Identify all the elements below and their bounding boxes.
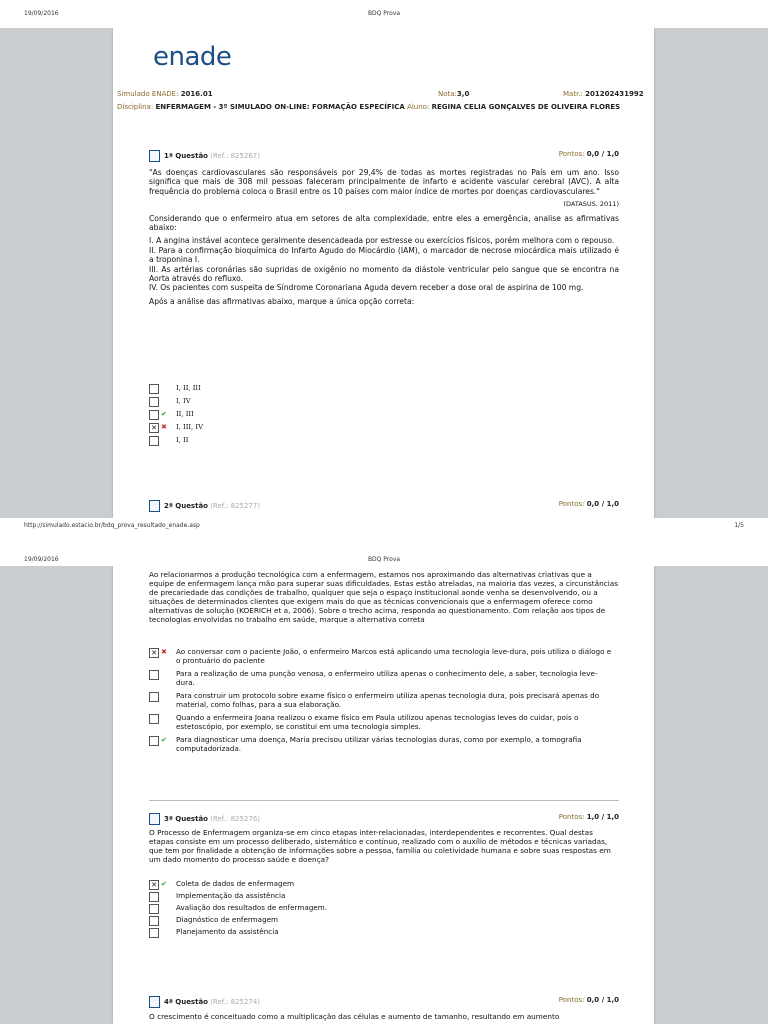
checkbox[interactable] — [149, 692, 159, 702]
print-header-1 — [0, 0, 768, 17]
print-header-2: 19/09/2016 BDQ Prova — [24, 556, 401, 563]
checkbox[interactable] — [149, 892, 159, 902]
question-3-text: O Processo de Enfermagem organiza-se em cinco etapas inter-relacionadas, interdependentes e recorrentes. Qual destas etapas consiste em um processo deliberado, sistemático e contínuo, realizado com o auxílio de métodos e técnicas variadas, que tem por finalidade a obtenção de informações sobre a pessoa, família ou coletividade humana e sobre suas respostas em um dado momento do processo saúde e doença? — [149, 828, 611, 864]
correct-check-icon: ✔ — [161, 736, 167, 744]
checkbox[interactable] — [149, 736, 159, 746]
checkbox[interactable] — [149, 384, 159, 394]
document-icon — [149, 150, 160, 162]
checkbox[interactable] — [149, 670, 159, 680]
wrong-x-icon: ✖ — [161, 423, 167, 431]
question-2-header: 2ª Questão (Ref.: 825277) Pontos: 0,0 / 1,0 — [149, 500, 619, 512]
print-page-number: 1/5 — [734, 522, 744, 529]
question-1-header: 1ª Questão (Ref.: 825267) Pontos: 0,0 / 1,0 — [149, 150, 619, 162]
question-4-text: O crescimento é conceituado como a multiplicação das células e aumento de tamanho, resultando em aumento — [149, 1012, 560, 1021]
checkbox[interactable] — [149, 410, 159, 420]
matr-field: Matr.: 201202431992 — [563, 90, 644, 98]
wrong-x-icon: ✖ — [161, 648, 167, 656]
checkbox[interactable] — [149, 904, 159, 914]
divider — [149, 800, 619, 801]
print-url: http://simulado.estacio.br/bdq_prova_resultado_enade.asp — [24, 522, 200, 529]
document-icon — [149, 813, 160, 825]
checkbox[interactable] — [149, 436, 159, 446]
correct-check-icon: ✔ — [161, 410, 167, 418]
correct-check-icon: ✔ — [161, 880, 167, 888]
disciplina-aluno-field: Disciplina: ENFERMAGEM - 3º SIMULADO ON-LINE: FORMAÇÃO ESPECÍFICA Aluno: REGINA CELIA GONÇALVES DE OLIVEIRA FLORES — [117, 103, 621, 111]
question-2-text: Ao relacionarmos a produção tecnológica com a enfermagem, estamos nos aproximando das alternativas criativas que a equipe de enfermagem lança mão para superar suas dificuldades. Estas estão atreladas, na maioria das vezes, a circunstâncias de precariedade das condições de trabalho, qualquer que seja o espaço institucional aonde venha se desenvolvendo, ou a situações de determinados clientes que exigem mais do que as técnicas convencionais que a enfermagem oferece como alternativas de solução (KOERICH et a, 2006). Sobre o trecho acima, responda ao questionamento. Com relação aos tipos de tecnologias envolvidas no trabalho em saúde, marque a alternativa correta — [149, 570, 619, 624]
sheet-page-1 — [0, 28, 768, 518]
checkbox[interactable] — [149, 928, 159, 938]
enade-logo: enade — [153, 42, 232, 72]
document-icon — [149, 996, 160, 1008]
checkbox[interactable] — [149, 916, 159, 926]
print-title: BDQ Prova — [367, 10, 401, 17]
simulado-field: Simulado ENADE: 2016.01 — [117, 90, 213, 98]
exam-paper-1: enade Simulado ENADE: 2016.01 Nota:3,0 Matr.: 201202431992 Disciplina: ENFERMAGEM - 3º SIMULADO ON-LINE: FORMAÇÃO ESPECÍFICA Aluno: REGINA CELIA GONÇALVES DE OLIVEIRA FLORES 1ª Questão (Ref.: 825267) Pontos: 0,0 / 1,0 "As doenças cardiovasculares são responsáveis por 29,4% de todas as mortes registradas no País em um ano. Isso significa que mais de 308 mil pessoas faleceram principalmente de infarto e acidente vascular cerebral (AVC). A alta frequência do problema coloca o Brasil entre os 10 países com maior índice de mortes por doenças cardiovasculares." (DATASUS, 2011) Considerando que o enfermeiro atua em setores de alta complexidade, entre eles a emergência, analise as afirmativas abaixo: I. A angina instável acontece geralmente desencadeada por estresse ou exercícios físicos, porém melhora com o repouso. II. Para a confirmação bioquímica do Infarto Agudo do Miocárdio (IAM), o marcador de necrose miocárdica mais utilizado é a troponina I. III. As artérias coronárias são supridas de oxigênio no momento da diástole ventricular pelo sangue que se encontra na Aorta através do refluxo. IV. Os pacientes com suspeita de Síndrome Coronariana Aguda devem receber a dose oral de aspirina de 100 mg. Após a análise das afirmativas abaixo, marque a única opção correta: I, II, III I, IV ✔ II, III ✕ ✖ I, III, IV I, II 2ª Questão (Ref.: 825277) Pontos: 0,0 / 1,0 — [113, 28, 654, 518]
question-1-text: "As doenças cardiovasculares são responsáveis por 29,4% de todas as mortes registradas no País em um ano. Isso significa que mais de 308 mil pessoas faleceram principalmente de infarto e acidente vascular cerebral (AVC). A alta frequência do problema coloca o Brasil entre os 10 países com maior índice de mortes por doenças cardiovasculares." (DATASUS, 2011) Considerando que o enfermeiro atua em setores de alta complexidade, entre eles a emergência, analise as afirmativas abaixo: I. A angina instável acontece geralmente desencadeada por estresse ou exercícios físicos, porém melhora com o repouso. II. Para a confirmação bioquímica do Infarto Agudo do Miocárdio (IAM), o marcador de necrose miocárdica mais utilizado é a troponina I. III. As artérias coronárias são supridas de oxigênio no momento da diástole ventricular pelo sangue que se encontra na Aorta através do refluxo. IV. Os pacientes com suspeita de Síndrome Coronariana Aguda devem receber a dose oral de aspirina de 100 mg. Após a análise das afirmativas abaixo, marque a única opção correta: — [149, 168, 619, 306]
print-date: 19/09/2016 — [24, 10, 59, 17]
question-4-header: 4ª Questão (Ref.: 825274) Pontos: 0,0 / 1,0 — [149, 996, 619, 1008]
checkbox-checked[interactable]: ✕ — [149, 648, 159, 658]
checkbox-checked[interactable]: ✕ — [149, 880, 159, 890]
checkbox[interactable] — [149, 397, 159, 407]
document-icon — [149, 500, 160, 512]
sheet-page-2 — [0, 566, 768, 1024]
checkbox-checked[interactable]: ✕ — [149, 423, 159, 433]
question-3-header: 3ª Questão (Ref.: 825276) Pontos: 1,0 / 1,0 — [149, 813, 619, 825]
exam-paper-2: Ao relacionarmos a produção tecnológica com a enfermagem, estamos nos aproximando das alternativas criativas que a equipe de enfermagem lança mão para superar suas dificuldades. Estas estão atreladas, na maioria das vezes, a circunstâncias de precariedade das condições de trabalho, qualquer que seja o espaço institucional aonde venha se desenvolvendo, ou a situações de determinados clientes que exigem mais do que as técnicas convencionais que a enfermagem oferece como alternativas de solução (KOERICH et a, 2006). Sobre o trecho acima, responda ao questionamento. Com relação aos tipos de tecnologias envolvidas no trabalho em saúde, marque a alternativa correta ✕ ✖ Ao conversar com o paciente João, o enfermeiro Marcos está aplicando uma tecnologia leve-dura, pois utiliza o diálogo e o prontuário do paciente Para a realização de uma punção venosa, o enfermeiro utiliza apenas o conhecimento dele, a saber, tecnologia leve-dura. Para construir um protocolo sobre exame físico o enfermeiro utiliza apenas tecnologia dura, pois precisará apenas do material, como folhas, para a sua elaboração. Quando a enfermeira Joana realizou o exame físico em Paula utilizou apenas tecnologias leves do cuidar, pois o estetoscópio, por exemplo, se constitui em uma tecnologia simples. ✔ Para diagnosticar uma doença, Maria precisou utilizar várias tecnologias duras, como por exemplo, a tomografia computadorizada. 3ª Questão (Ref.: 825276) Pontos: 1,0 / 1,0 O Processo de Enfermagem organiza-se em cinco etapas inter-relacionadas, interdependentes e recorrentes. Qual destas etapas consiste em um processo deliberado, sistemático e contínuo, realizado com o auxílio de métodos e técnicas variadas, que tem por finalidade a obtenção de informações sobre a pessoa, família ou coletividade humana e sobre suas respostas em um dado momento do processo saúde e doença? ✕ ✔ Coleta de dados de enfermagem Implementação da assistência Avaliação dos resultados de enfermagem. Diagnóstico de enfermagem Planejamento da assistência 4ª Questão (Ref.: 825274) Pontos: 0,0 / 1,0 O crescimento é conceituado como a multiplicação das células e aumento de tamanho, resultando em aumento — [113, 566, 654, 1024]
nota-field: Nota:3,0 — [438, 90, 470, 98]
checkbox[interactable] — [149, 714, 159, 724]
